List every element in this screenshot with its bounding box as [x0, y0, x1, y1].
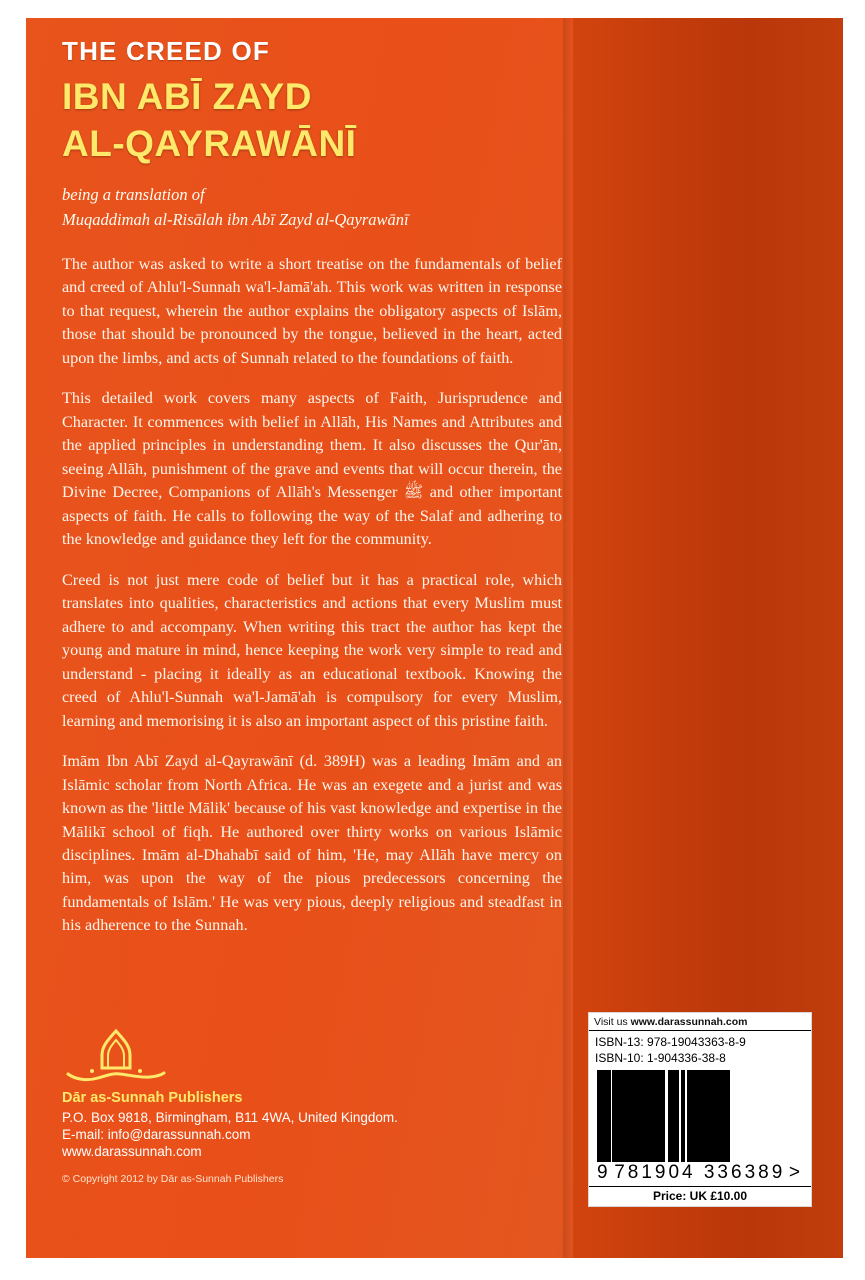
price-label: Price: UK £10.00 — [589, 1186, 811, 1206]
cover-text-content — [62, 36, 562, 955]
blurb-paragraph: The author was asked to write a short treatise on the fundamentals of belief and creed of Ahlu'l-Sunnah wa'l-Jamā'ah. This work was written in response to that request, wherein the author explains the obligatory aspects of Islām, those that should be pronounced by the tongue, believed in the heart, acted upon the limbs, and acts of Sunnah related to the foundations of faith. — [62, 254, 562, 367]
page-margin-top — [0, 0, 865, 18]
barcode-digits — [589, 1162, 811, 1186]
publisher-name: Dār as-Sunnah Publishers — [62, 1090, 243, 1106]
visit-us-bar — [589, 1013, 811, 1031]
visit-us-label: Visit us — [594, 1016, 631, 1028]
page-title — [62, 73, 562, 168]
page-margin-bottom — [0, 1258, 865, 1280]
isbn-10: ISBN-10: 1-904336-38-8 — [595, 1051, 726, 1066]
page-margin-left — [0, 0, 26, 1280]
blurb-paragraph: Imām Ibn Abī Zayd al-Qayrawānī (d. 389H) was a leading Imām and an Islāmic scholar from North Africa. He was an exegete and a jurist and was known as the 'little Mālik' because of his vast knowledge and expertise in the Mālikī school of fiqh. He authored over thirty works on various Islāmic disciplines. Imām al-Dhahabī said of him, 'He, may Allāh have mercy on him, was upon the way of the pious predecessors concerning the fundamentals of Islām.' He was very pious, deeply religious and steadfast in his adherence to the Sunnah. — [62, 752, 562, 935]
blurb-paragraph: Creed is not just mere code of belief but it has a practical role, which translates into qualities, characteristics and actions that every Muslim must adhere to and accompany. When writing this tract the author has kept the young and mature in mind, hence keeping the work very simple to read and understand - placing it ideally as an educational textbook. Knowing the creed of Ahlu'l-Sunnah wa'l-Jamā'ah is compulsory for every Muslim, learning and memorising it is also an important aspect of this pristine faith. — [62, 570, 562, 730]
blurb-paragraph: This detailed work covers many aspects of Faith, Jurisprudence and Character. It commences with belief in Allāh, His Names and Attributes and the applied principles in understanding them. It also discusses the Qur'ān, seeing Allāh, punishment of the grave and events that will occur therein, the Divine Decree, Companions of Allāh's Messenger ﷺ and other important aspects of faith. He calls to following the way of the Salaf and adhering to the knowledge and guidance they left for the community. — [62, 389, 562, 549]
page-title-line1: IBN ABĪ ZAYD — [62, 76, 312, 117]
dar-as-sunnah-logo-icon — [62, 1028, 170, 1084]
page-margin-right — [843, 0, 865, 1280]
publisher-address: P.O. Box 9818, Birmingham, B11 4WA, United Kingdom. — [62, 1110, 398, 1125]
barcode-digit-right: > — [788, 1162, 803, 1184]
spine-fold-shadow — [563, 18, 573, 1258]
isbn-numbers — [589, 1031, 811, 1068]
subtitle-line2: Muqaddimah al-Risālah ibn Abī Zayd al-Qayrawānī — [62, 210, 409, 230]
subtitle-line1: being a translation of — [62, 184, 205, 204]
page-title-prefix: THE CREED OF — [62, 36, 270, 66]
barcode-digit-left: 9 — [597, 1162, 611, 1184]
page-title-line2: AL-QAYRAWĀNĪ — [62, 123, 357, 165]
barcode-digit-main: 781904 336389 — [614, 1162, 786, 1184]
publisher-website: www.darassunnah.com — [62, 1144, 202, 1159]
publisher-email: E-mail: info@darassunnah.com — [62, 1127, 251, 1142]
isbn-barcode-panel — [588, 1012, 812, 1207]
barcode-icon — [597, 1070, 803, 1162]
isbn-13: ISBN-13: 978-19043363-8-9 — [595, 1035, 746, 1049]
visit-us-url: www.darassunnah.com — [630, 1016, 748, 1028]
publisher-block — [62, 1028, 562, 1185]
copyright-notice: © Copyright 2012 by Dār as-Sunnah Publishers — [62, 1173, 284, 1185]
subtitle — [62, 182, 562, 233]
